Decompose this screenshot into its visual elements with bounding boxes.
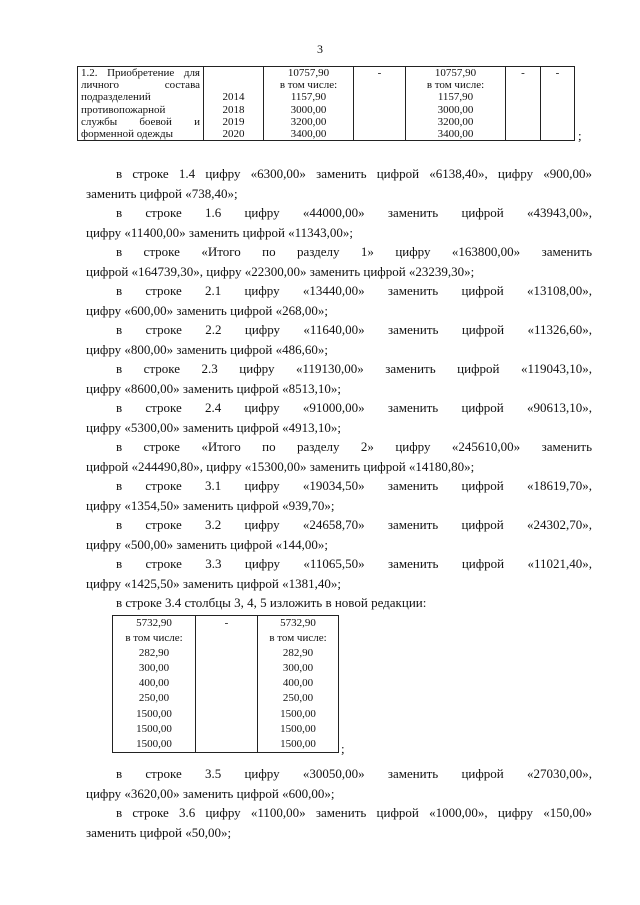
amendment-paragraph: в строке 2.3 цифру «119130,00» заменить цифрой «119043,10», цифру «8600,00» заменить цифрой «8513,10»; — [86, 361, 592, 396]
table-row — [113, 616, 339, 753]
amendment-paragraph: в строке 3.2 цифру «24658,70» заменить цифрой «24302,70», цифру «500,00» заменить цифрой «144,00»; — [86, 517, 592, 552]
amendment-paragraph: в строке 2.4 цифру «91000,00» заменить цифрой «90613,10», цифру «5300,00» заменить цифрой «4913,10»; — [86, 400, 592, 435]
program-table-row-1-2 — [77, 66, 575, 141]
dash-cell: - — [196, 616, 258, 753]
years-cell: 2014 2018 2019 2020 — [204, 67, 264, 141]
table-terminator: ; — [578, 128, 582, 143]
amendment-paragraph: в строке 1.4 цифру «6300,00» заменить цифрой «6138,40», цифру «900,00» заменить цифрой «738,40»; — [86, 166, 592, 201]
page-number: 3 — [317, 42, 323, 56]
amendment-paragraph: в строке 2.2 цифру «11640,00» заменить цифрой «11326,60», цифру «800,00» заменить цифрой «486,60»; — [86, 322, 592, 357]
row-description-cell: 1.2. Приобретение для личного состава подразделений противопожарной службы боевой и форменной одежды — [78, 67, 204, 141]
row-3-4-columns-table — [112, 615, 339, 753]
dash-cell: - — [354, 67, 406, 141]
table-terminator: ; — [341, 741, 345, 756]
dash-cell: - — [541, 67, 575, 141]
amendment-paragraph: в строке 3.1 цифру «19034,50» заменить цифрой «18619,70», цифру «1354,50» заменить цифрой «939,70»; — [86, 478, 592, 513]
amount-cell: 5732,90 в том числе: 282,90 300,00 400,00 250,00 1500,00 1500,00 1500,00 — [113, 616, 196, 753]
dash-cell: - — [506, 67, 541, 141]
amendment-paragraph: в строке 3.3 цифру «11065,50» заменить цифрой «11021,40», цифру «1425,50» заменить цифрой «1381,40»; — [86, 556, 592, 591]
amendment-paragraph: в строке 3.6 цифру «1100,00» заменить цифрой «1000,00», цифру «150,00» заменить цифрой «50,00»; — [86, 805, 592, 840]
amendment-paragraph: в строке 2.1 цифру «13440,00» заменить цифрой «13108,00», цифру «600,00» заменить цифрой «268,00»; — [86, 283, 592, 318]
amendment-paragraph: в строке «Итого по разделу 2» цифру «245610,00» заменить цифрой «244490,80», цифру «15300,00» заменить цифрой «14180,80»; — [86, 439, 592, 474]
total-amount-cell: 10757,90 в том числе: 1157,90 3000,00 3200,00 3400,00 — [264, 67, 354, 141]
amendment-paragraph: в строке 3.5 цифру «30050,00» заменить цифрой «27030,00», цифру «3620,00» заменить цифрой «600,00»; — [86, 766, 592, 801]
amendment-paragraph: в строке 1.6 цифру «44000,00» заменить цифрой «43943,00», цифру «11400,00» заменить цифрой «11343,00»; — [86, 205, 592, 240]
amendment-paragraph: в строке 3.4 столбцы 3, 4, 5 изложить в новой редакции: — [116, 595, 427, 610]
amount-cell: 10757,90 в том числе: 1157,90 3000,00 3200,00 3400,00 — [406, 67, 506, 141]
amendment-paragraph: в строке «Итого по разделу 1» цифру «163800,00» заменить цифрой «164739,30», цифру «22300,00» заменить цифрой «23239,30»; — [86, 244, 592, 279]
amount-cell: 5732,90 в том числе: 282,90 300,00 400,00 250,00 1500,00 1500,00 1500,00 — [258, 616, 339, 753]
table-row — [78, 67, 575, 141]
